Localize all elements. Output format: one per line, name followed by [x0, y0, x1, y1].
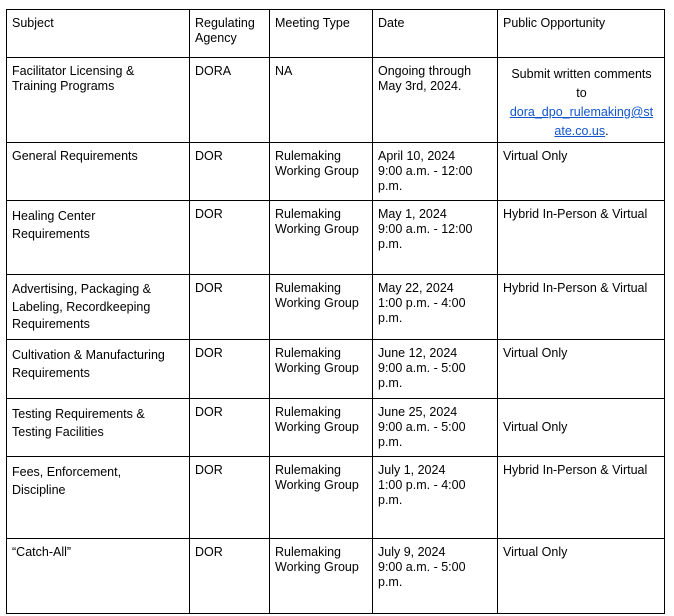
subject-cell: General Requirements: [7, 143, 190, 201]
table-row: [7, 275, 665, 340]
date-cell: April 10, 2024 9:00 a.m. - 12:00 p.m.: [373, 143, 498, 201]
header-agency: Regulating Agency: [190, 10, 270, 58]
meeting-type-cell: Rulemaking Working Group: [270, 275, 373, 340]
subject-cell: Healing Center Requirements: [7, 201, 190, 275]
meeting-type-cell: Rulemaking Working Group: [270, 399, 373, 457]
agency-cell: DOR: [190, 201, 270, 275]
public-opportunity-cell: Hybrid In-Person & Virtual: [498, 457, 665, 539]
subject-cell: “Catch-All”: [7, 539, 190, 614]
public-opportunity-cell: Hybrid In-Person & Virtual: [498, 275, 665, 340]
meeting-type-cell: Rulemaking Working Group: [270, 201, 373, 275]
date-cell: June 12, 2024 9:00 a.m. - 5:00 p.m.: [373, 340, 498, 399]
table-row: [7, 58, 665, 143]
meeting-type-cell: NA: [270, 58, 373, 143]
table-row: [7, 143, 665, 201]
header-row: [7, 10, 665, 58]
subject-cell: Fees, Enforcement, Discipline: [7, 457, 190, 539]
agency-cell: DORA: [190, 58, 270, 143]
meeting-type-cell: Rulemaking Working Group: [270, 340, 373, 399]
header-meeting-type: Meeting Type: [270, 10, 373, 58]
public-opportunity-cell: Submit written comments to dora_dpo_rulemaking@st ate.co.us.: [498, 58, 665, 143]
meeting-type-cell: Rulemaking Working Group: [270, 143, 373, 201]
date-cell: May 22, 2024 1:00 p.m. - 4:00 p.m.: [373, 275, 498, 340]
agency-cell: DOR: [190, 143, 270, 201]
table-row: [7, 201, 665, 275]
subject-cell: Cultivation & Manufacturing Requirements: [7, 340, 190, 399]
public-opportunity-cell: Virtual Only: [498, 143, 665, 201]
meeting-type-cell: Rulemaking Working Group: [270, 457, 373, 539]
subject-cell: Testing Requirements & Testing Facilities: [7, 399, 190, 457]
agency-cell: DOR: [190, 399, 270, 457]
meeting-type-cell: Rulemaking Working Group: [270, 539, 373, 614]
subject-cell: Advertising, Packaging & Labeling, Recordkeeping Requirements: [7, 275, 190, 340]
table-row: [7, 340, 665, 399]
header-date: Date: [373, 10, 498, 58]
date-cell: July 9, 2024 9:00 a.m. - 5:00 p.m.: [373, 539, 498, 614]
public-opportunity-cell: Hybrid In-Person & Virtual: [498, 201, 665, 275]
agency-cell: DOR: [190, 457, 270, 539]
date-cell: May 1, 2024 9:00 a.m. - 12:00 p.m.: [373, 201, 498, 275]
table-row: [7, 539, 665, 614]
date-cell: Ongoing through May 3rd, 2024.: [373, 58, 498, 143]
public-opportunity-cell: Virtual Only: [498, 399, 665, 457]
subject-cell: Facilitator Licensing & Training Programs: [7, 58, 190, 143]
agency-cell: DOR: [190, 340, 270, 399]
email-link[interactable]: dora_dpo_rulemaking@st ate.co.us: [509, 105, 654, 138]
public-opportunity-cell: Virtual Only: [498, 539, 665, 614]
agency-cell: DOR: [190, 275, 270, 340]
date-cell: July 1, 2024 1:00 p.m. - 4:00 p.m.: [373, 457, 498, 539]
rulemaking-schedule-table: [6, 9, 665, 614]
table-row: [7, 457, 665, 539]
header-public-opportunity: Public Opportunity: [498, 10, 665, 58]
public-opportunity-cell: Virtual Only: [498, 340, 665, 399]
header-subject: Subject: [7, 10, 190, 58]
agency-cell: DOR: [190, 539, 270, 614]
date-cell: June 25, 2024 9:00 a.m. - 5:00 p.m.: [373, 399, 498, 457]
table-row: [7, 399, 665, 457]
